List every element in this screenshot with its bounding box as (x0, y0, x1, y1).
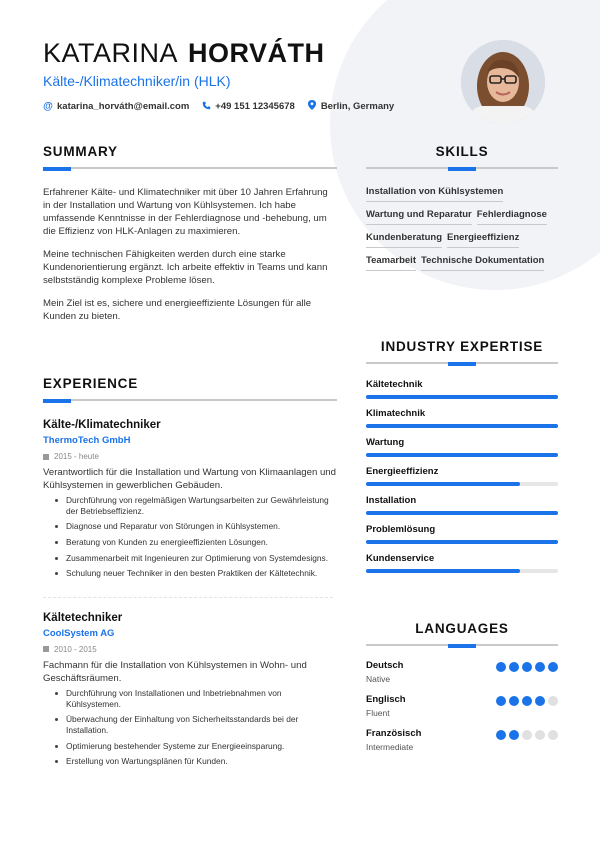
rating-dot-filled (535, 662, 545, 672)
languages-title: LANGUAGES (415, 621, 509, 636)
job-title: Kältetechniker (43, 611, 123, 624)
last-name: HORVÁTH (188, 38, 325, 68)
phone-text: +49 151 12345678 (215, 101, 295, 112)
language-rating (496, 662, 558, 672)
email-text: katarina_horváth@email.com (57, 101, 190, 112)
profile-photo (461, 40, 545, 124)
list-item: Optimierung bestehender Systeme zur Energieeinsparung. (55, 741, 337, 752)
language-item (366, 694, 558, 719)
section-divider (43, 399, 337, 401)
expertise-item (366, 466, 558, 486)
company-name: CoolSystem AG (43, 627, 115, 639)
rating-dot-filled (522, 662, 532, 672)
section-divider (366, 167, 558, 169)
summary-body (43, 186, 337, 323)
calendar-icon (43, 646, 49, 652)
rating-dot-empty (548, 730, 558, 740)
rating-dot-filled (522, 696, 532, 706)
experience-list (43, 419, 337, 772)
list-item: Durchführung von Installationen und Inbetriebnahmen von Kühlsystemen. (55, 688, 337, 710)
job-dates: 2010 - 2015 (43, 645, 337, 654)
expertise-item (366, 495, 558, 515)
list-item: Beratung von Kunden zu energieeffizienten Lösungen. (55, 537, 337, 548)
rating-dot-filled (496, 730, 506, 740)
expertise-label: Installation (366, 495, 417, 506)
skill-tag: Wartung und Reparatur (366, 208, 472, 225)
expertise-bar (366, 395, 558, 399)
experience-title: EXPERIENCE (43, 376, 139, 391)
language-item (366, 660, 558, 685)
phone-icon (201, 101, 211, 113)
expertise-label: Kältetechnik (366, 379, 423, 390)
expertise-bar (366, 569, 558, 573)
language-name: Französisch (366, 728, 422, 739)
section-divider (43, 167, 337, 169)
job-title: Kälte-/Klimatechniker (43, 419, 161, 431)
list-item: Durchführung von regelmäßigen Wartungsarbeiten zur Gewährleistung der Betriebseffizienz. (55, 495, 337, 517)
language-level: Native (366, 674, 391, 684)
list-item: Überwachung der Einhaltung von Sicherheitsstandards bei der Installation. (55, 714, 337, 736)
industry-expertise-section (366, 339, 558, 573)
skills-title: SKILLS (435, 144, 489, 159)
location-text: Berlin, Germany (320, 101, 395, 112)
company-name: ThermoTech GmbH (43, 435, 131, 446)
contact-location (307, 100, 394, 113)
languages-section (366, 621, 558, 753)
job-entry (43, 419, 337, 579)
expertise-bar (366, 540, 558, 544)
skills-list (366, 185, 558, 271)
skills-section (366, 144, 558, 271)
language-rating (496, 730, 558, 740)
summary-paragraph: Erfahrener Kälte- und Klimatechniker mit über 10 Jahren Erfahrung in der Installation und Wartung von Kühlsystemen. Ich habe umfassende Kenntnisse in der Fehlerdiagnose und -behebung, um die Effizienz von HLK-Anlagen zu maximieren. (43, 187, 328, 237)
rating-dot-empty (522, 730, 532, 740)
languages-list (366, 660, 558, 753)
language-item (366, 728, 558, 753)
rating-dot-filled (509, 662, 519, 672)
job-separator (43, 597, 333, 598)
at-icon: @ (43, 101, 53, 112)
summary-paragraph: Meine technischen Fähigkeiten werden durch eine starke Kundenorientierung ergänzt. Ich arbeite effektiv in Teams und kann selbstständig komplexe Probleme lösen. (43, 249, 328, 286)
list-item: Diagnose und Reparatur von Störungen in Kühlsystemen. (55, 521, 337, 532)
expertise-item (366, 553, 558, 573)
rating-dot-filled (509, 730, 519, 740)
expertise-item (366, 408, 558, 428)
expertise-label: Kundenservice (366, 553, 435, 564)
calendar-icon (43, 454, 49, 460)
rating-dot-filled (496, 662, 506, 672)
expertise-bar (366, 453, 558, 457)
skill-tag: Teamarbeit (366, 254, 416, 271)
list-item: Erstellung von Wartungsplänen für Kunden. (55, 756, 337, 767)
language-name: Deutsch (366, 660, 404, 671)
rating-dot-filled (535, 696, 545, 706)
expertise-item (366, 437, 558, 457)
skill-tag: Energieeffizienz (447, 231, 519, 248)
expertise-item (366, 379, 558, 399)
expertise-bar (366, 424, 558, 428)
skill-tag: Kundenberatung (366, 231, 442, 248)
expertise-label: Klimatechnik (366, 408, 426, 419)
summary-paragraph: Mein Ziel ist es, sichere und energieeffiziente Lösungen für alle Kunden zu bieten. (43, 298, 312, 322)
language-level: Intermediate (366, 742, 414, 752)
contact-row (43, 100, 443, 113)
language-name: Englisch (366, 694, 406, 705)
list-item: Zusammenarbeit mit Ingenieuren zur Optimierung von Systemdesigns. (55, 553, 337, 564)
skill-tag: Technische Dokumentation (421, 254, 544, 271)
skill-tag: Fehlerdiagnose (477, 208, 547, 225)
summary-title: SUMMARY (43, 144, 118, 159)
job-entry (43, 612, 337, 767)
section-divider (366, 644, 558, 646)
rating-dot-filled (509, 696, 519, 706)
job-role: Kälte-/Klimatechniker/in (HLK) (43, 73, 231, 89)
section-divider (366, 362, 558, 364)
expertise-label: Wartung (366, 437, 405, 448)
rating-dot-empty (548, 696, 558, 706)
rating-dot-empty (535, 730, 545, 740)
skill-tag: Installation von Kühlsystemen (366, 185, 503, 202)
expertise-list (366, 379, 558, 573)
expertise-label: Energieeffizienz (366, 466, 439, 477)
language-rating (496, 696, 558, 706)
expertise-bar (366, 482, 558, 486)
job-bullets (43, 688, 337, 767)
summary-section (43, 144, 337, 169)
rating-dot-filled (548, 662, 558, 672)
rating-dot-filled (496, 696, 506, 706)
job-bullets (43, 495, 337, 579)
job-dates: 2015 - heute (43, 452, 337, 461)
expertise-item (366, 524, 558, 544)
expertise-bar (366, 511, 558, 515)
first-name: KATARINA (43, 38, 179, 68)
full-name (43, 38, 443, 68)
contact-email[interactable] (43, 101, 189, 112)
resume-header (43, 38, 443, 113)
job-description: Verantwortlich für die Installation und Wartung von Klimaanlagen und Kühlsystemen in gewerblichen Gebäuden. (43, 467, 336, 491)
job-description: Fachmann für die Installation von Kühlsystemen in Wohn- und Geschäftsräumen. (43, 659, 307, 684)
contact-phone[interactable] (201, 101, 295, 113)
list-item: Schulung neuer Techniker in den besten Praktiken der Kältetechnik. (55, 568, 337, 579)
industry-expertise-title: INDUSTRY EXPERTISE (380, 339, 544, 354)
experience-section (43, 376, 337, 401)
expertise-label: Problemlösung (366, 524, 436, 535)
language-level: Fluent (366, 708, 390, 718)
location-pin-icon (307, 100, 317, 113)
